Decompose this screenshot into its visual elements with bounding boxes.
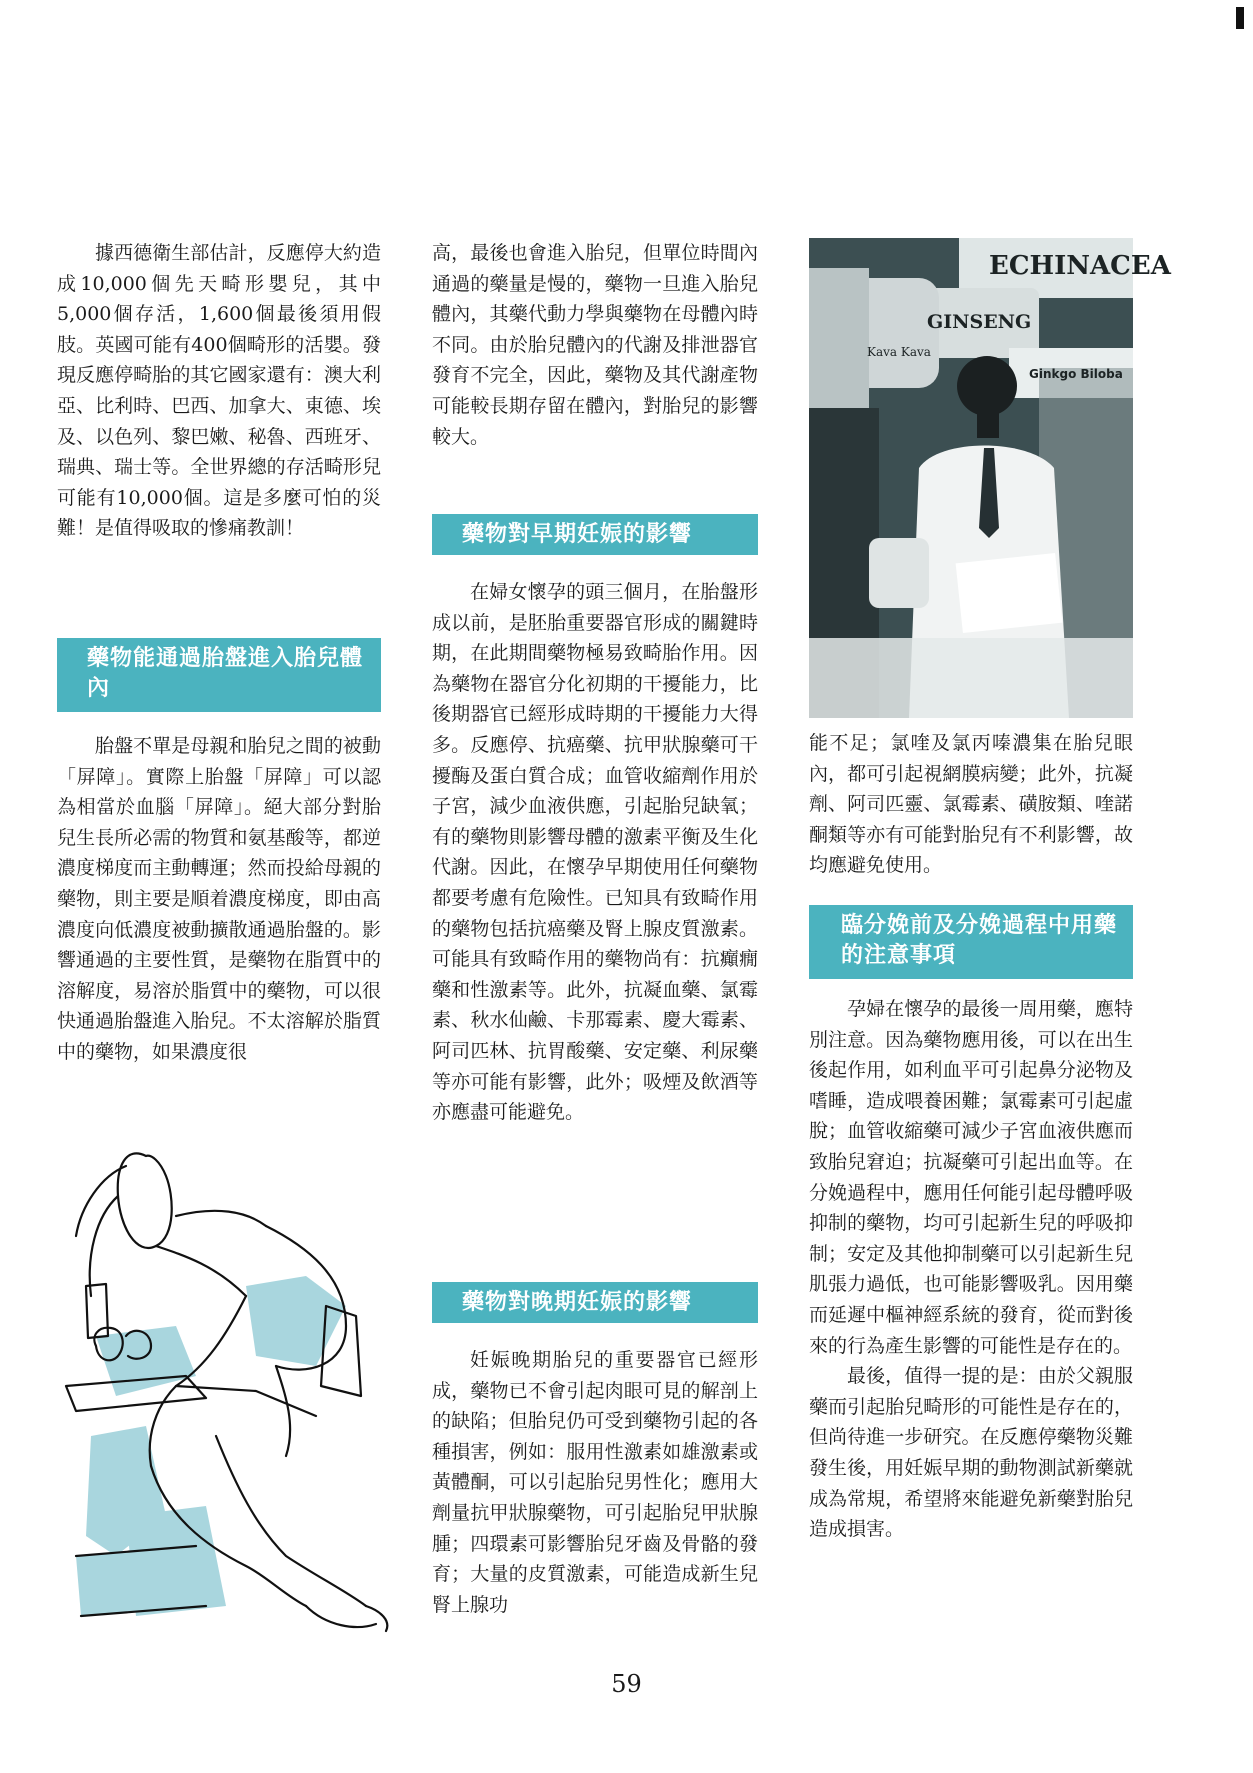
column-3-top	[809, 728, 1133, 881]
paragraph: 能不足；氯喹及氯丙嗪濃集在胎兒眼內，都可引起視網膜病變；此外，抗凝劑、阿司匹靈、氯霉素、磺胺類、喹諾酮類等亦有可能對胎兒有不利影響，故均應避免使用。	[809, 732, 1133, 877]
ginseng-label: GINSENG	[927, 311, 1032, 333]
paragraph: 最後，值得一提的是：由於父親服藥而引起胎兒畸形的可能性是存在的，但尚待進一步研究。在反應停藥物災難發生後，用妊娠早期的動物測試新藥就成為常規，希望將來能避免新藥對胎兒造成損害。	[809, 1365, 1133, 1541]
column-1-body	[57, 731, 381, 1068]
page-number: 59	[611, 1670, 642, 1698]
paragraph: 據西德衛生部估計，反應停大約造成10,000個先天畸形嬰兒，其中5,000個存活，1,600個最後須用假肢。英國可能有400個畸形的活嬰。發現反應停畸胎的其它國家還有：澳大利亞、比利時、巴西、加拿大、東德、埃及、以色列、黎巴嫩、秘魯、西班牙、瑞典、瑞士等。全世界總的存活畸形兒可能有10,000個。這是多麼可怕的災難！是值得吸取的慘痛教訓！	[57, 242, 381, 540]
section-heading-delivery: 臨分娩前及分娩過程中用藥的注意事項	[809, 905, 1133, 979]
echinacea-label: ECHINACEA	[989, 251, 1171, 281]
column-2-middle	[432, 577, 758, 1128]
ginkgo-label: Ginkgo Biloba	[1029, 367, 1123, 381]
kava-label: Kava Kava	[867, 345, 931, 359]
paragraph: 妊娠晚期胎兒的重要器官已經形成，藥物已不會引起肉眼可見的解剖上的缺陷；但胎兒仍可受到藥物引起的各種損害，例如：服用性激素如雄激素或黃體酮，可以引起胎兒男性化；應用大劑量抗甲狀腺藥物，可引起胎兒甲狀腺腫；四環素可影響胎兒牙齒及骨骼的發育；大量的皮質激素，可能造成新生兒腎上腺功	[432, 1349, 758, 1616]
section-heading-early-pregnancy: 藥物對早期妊娠的影響	[432, 514, 758, 555]
pharmacist-photo	[809, 238, 1171, 718]
column-3-bottom	[809, 994, 1133, 1545]
section-heading-late-pregnancy: 藥物對晚期妊娠的影響	[432, 1282, 758, 1323]
paragraph: 孕婦在懷孕的最後一周用藥，應特別注意。因為藥物應用後，可以在出生後起作用，如利血平可引起鼻分泌物及嗜睡，造成喂養困難；氯霉素可引起虛脫；血管收縮藥可減少子宮血液供應而致胎兒窘迫；抗凝藥可引起出血等。在分娩過程中，應用任何能引起母體呼吸抑制的藥物，均可引起新生兒的呼吸抑制；安定及其他抑制藥可以引起新生兒肌張力過低，也可能影響吸乳。因用藥而延遲中樞神經系統的發育，從而對後來的行為產生影響的可能性是存在的。	[809, 998, 1133, 1357]
pregnant-woman-illustration	[56, 1136, 400, 1636]
paragraph: 在婦女懷孕的頭三個月，在胎盤形成以前，是胚胎重要器官形成的關鍵時期，在此期間藥物極易致畸胎作用。因為藥物在器官分化初期的干擾能力，比後期器官已經形成時期的干擾能力大得多。反應停、抗癌藥、抗甲狀腺藥可干擾酶及蛋白質合成；血管收縮劑作用於子宮，減少血液供應，引起胎兒缺氧；有的藥物則影響母體的激素平衡及生化代謝。因此，在懷孕早期使用任何藥物都要考慮有危險性。已知具有致畸作用的藥物包括抗癌藥及腎上腺皮質激素。可能具有致畸作用的藥物尚有：抗癲癇藥和性激素等。此外，抗凝血藥、氯霉素、秋水仙鹼、卡那霉素、慶大霉素、阿司匹林、抗胃酸藥、安定藥、利尿藥等亦可能有影響，此外；吸煙及飲酒等亦應盡可能避免。	[432, 581, 758, 1124]
paragraph: 高，最後也會進入胎兒，但單位時間內通過的藥量是慢的，藥物一旦進入胎兒體內，其藥代動力學與藥物在母體內時不同。由於胎兒體內的代謝及排泄器官發育不完全，因此，藥物及其代謝產物可能較長期存留在體內，對胎兒的影響較大。	[432, 242, 758, 448]
section-heading-placenta: 藥物能通過胎盤進入胎兒體內	[57, 638, 381, 712]
column-2-bottom	[432, 1345, 758, 1620]
column-1	[57, 238, 381, 544]
edge-mark	[1236, 7, 1244, 29]
column-2	[432, 238, 758, 452]
paragraph: 胎盤不單是母親和胎兒之間的被動「屏障」。實際上胎盤「屏障」可以認為相當於血腦「屏障」。絕大部分對胎兒生長所必需的物質和氨基酸等，都逆濃度梯度而主動轉運；然而投給母親的藥物，則主要是順着濃度梯度，即由高濃度向低濃度被動擴散通過胎盤的。影響通過的主要性質，是藥物在脂質中的溶解度，易溶於脂質中的藥物，可以很快通過胎盤進入胎兒。不太溶解於脂質中的藥物，如果濃度很	[57, 735, 381, 1063]
